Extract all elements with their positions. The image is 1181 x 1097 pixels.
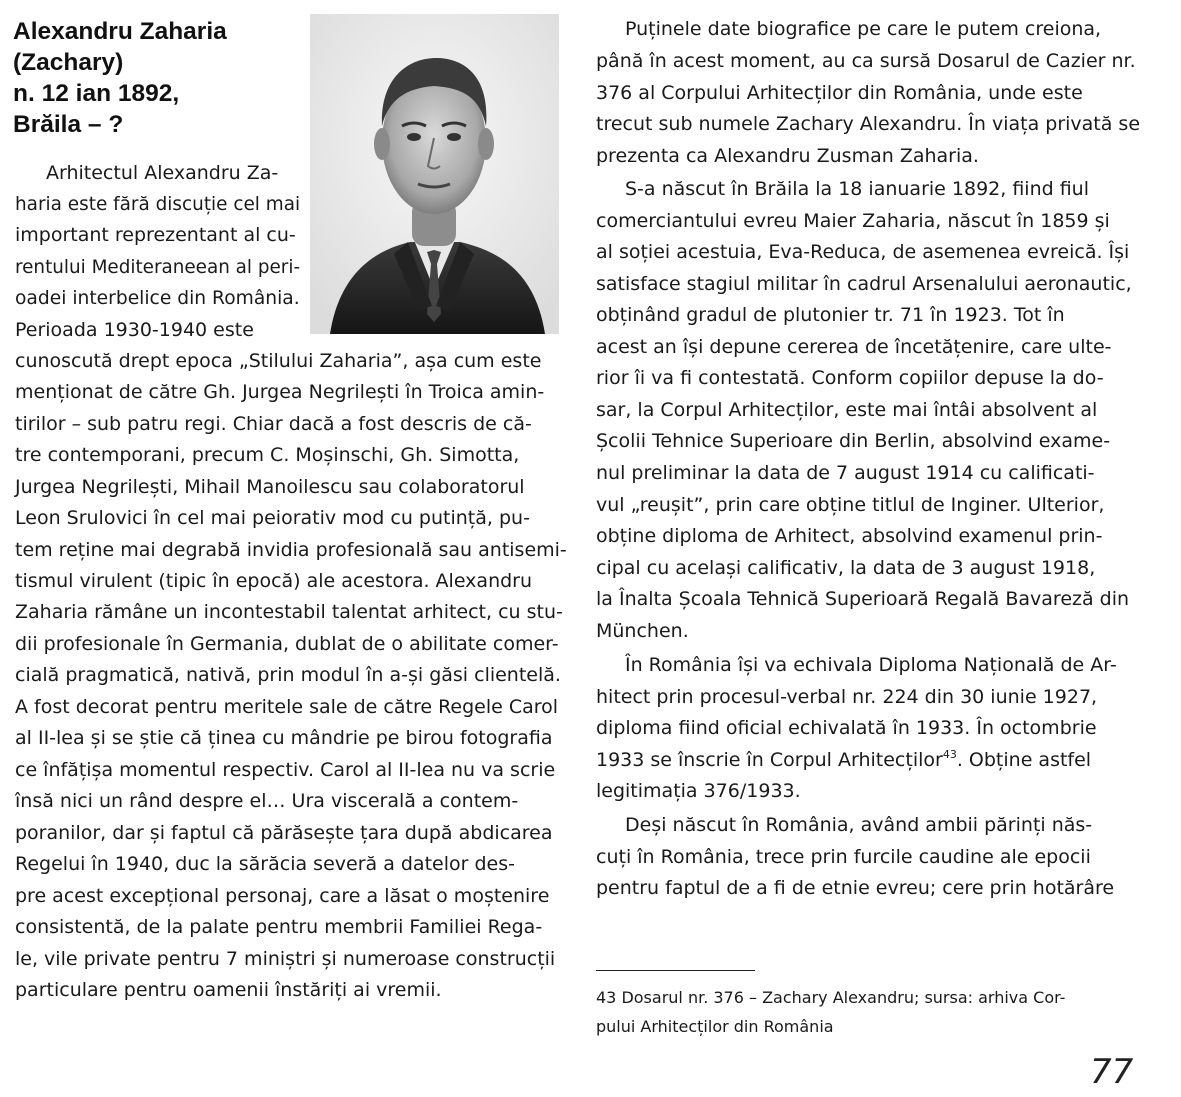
left-column-line: consistentă, de la palate pentru membrii Familiei Rega- xyxy=(15,916,543,938)
right-column-line: până în acest moment, au ca sursă Dosarul de Cazier nr. xyxy=(596,50,1136,72)
left-column-line: Jurgea Negrilești, Mihail Manoilescu sau colaboratorul xyxy=(15,476,525,498)
right-column-line: München. xyxy=(596,620,689,642)
right-column-line: satisface stagiul militar în cadrul Arsenalului aeronautic, xyxy=(596,273,1132,295)
footnote-reference: 43 xyxy=(942,748,957,761)
right-column-text: . Obține astfel xyxy=(956,749,1092,771)
left-column-line: A fost decorat pentru meritele sale de către Regele Carol xyxy=(15,696,559,718)
footnote-line: 43 Dosarul nr. 376 – Zachary Alexandru; sursa: arhiva Cor- xyxy=(596,988,1066,1007)
left-column-line: tem reține mai degrabă invidia profesională sau antisemi- xyxy=(15,539,567,561)
left-column-line: poranilor, dar și faptul că părăsește țara după abdicarea xyxy=(15,822,553,844)
right-column-line: cipal cu același calificativ, la data de 3 august 1918, xyxy=(596,557,1096,579)
right-column-line: nul preliminar la data de 7 august 1914 cu calificati- xyxy=(596,462,1095,484)
right-column-line: prezenta ca Alexandru Zusman Zaharia. xyxy=(596,145,979,167)
right-column-line: trecut sub numele Zachary Alexandru. În viața privată se xyxy=(596,113,1141,135)
right-column-line: acest an își depune cererea de încetățenire, care ulte- xyxy=(596,336,1112,358)
left-column-line: haria este fără discuție cel mai xyxy=(15,193,301,215)
portrait-photo xyxy=(310,14,559,334)
left-column-line: Arhitectul Alexandru Za- xyxy=(46,162,279,184)
right-column-text: 1933 se înscrie în Corpul Arhitecților xyxy=(596,749,943,771)
right-column-line: la Înalta Școala Tehnică Superioară Regală Bavareză din xyxy=(596,588,1130,610)
left-column-line: pre acest excepțional personaj, care a lăsat o moștenire xyxy=(15,885,550,907)
right-column-line: S-a născut în Brăila la 18 ianuarie 1892, fiind fiul xyxy=(625,178,1090,200)
right-column-line: vul „reușit”, prin care obține titlul de Inginer. Ulterior, xyxy=(596,494,1105,516)
right-column-line: sar, la Corpul Arhitecților, este mai întâi absolvent al xyxy=(596,399,1098,421)
left-column-line: tre contemporani, precum C. Moșinschi, Gh. Simotta, xyxy=(15,444,520,466)
right-column-line: obține diploma de Arhitect, absolvind examenul prin- xyxy=(596,525,1103,547)
left-column-line: dii profesionale în Germania, dublat de o abilitate comer- xyxy=(15,633,559,655)
left-column-line: menționat de către Gh. Jurgea Negrilești în Troica amin- xyxy=(15,381,545,403)
left-column-line: cunoscută drept epoca „Stilului Zaharia”, așa cum este xyxy=(15,350,542,372)
footnote-line: pului Arhitecților din România xyxy=(596,1017,834,1036)
article-heading xyxy=(13,16,303,140)
heading-birth-place: Brăila – ? xyxy=(13,111,124,138)
right-column-line: legitimația 376/1933. xyxy=(596,780,801,802)
right-column-line: comerciantului evreu Maier Zaharia, născut în 1859 și xyxy=(596,210,1110,232)
left-column-line: cială pragmatică, nativă, prin modul în a-și găsi clientelă. xyxy=(15,664,561,686)
left-column-line: rentului Mediteraneean al peri- xyxy=(15,256,301,278)
left-column-line: oadei interbelice din România. xyxy=(15,287,300,309)
left-column-line: tismul virulent (tipic în epocă) ale acestora. Alexandru xyxy=(15,570,533,592)
heading-name: Alexandru Zaharia xyxy=(13,18,227,45)
right-column-line: diploma fiind oficial echivalată în 1933. În octombrie xyxy=(596,717,1097,739)
left-column-line: important reprezentant al cu- xyxy=(15,224,296,246)
right-column-line: Deși născut în România, având ambii părinți năs- xyxy=(625,814,1093,836)
left-column-line: însă nici un rând despre el… Ura viscerală a contem- xyxy=(15,790,519,812)
heading-alias: (Zachary) xyxy=(13,49,124,76)
right-column-line: al soției acestuia, Eva-Reduca, de asemenea evreică. Își xyxy=(596,241,1130,263)
left-column-line: al II-lea și se știe că ținea cu mândrie pe birou fotografia xyxy=(15,727,553,749)
footnote-divider xyxy=(596,970,755,971)
right-column-line: cuți în România, trece prin furcile caudine ale epocii xyxy=(596,846,1091,868)
heading-birth-date: n. 12 ian 1892, xyxy=(13,80,180,107)
left-column-line: ce înfățișa momentul respectiv. Carol al II-lea nu va scrie xyxy=(15,759,556,781)
right-column-line: Puținele date biografice pe care le putem creiona, xyxy=(625,18,1102,40)
left-column-line: tirilor – sub patru regi. Chiar dacă a fost descris de că- xyxy=(15,413,532,435)
right-column-line xyxy=(596,744,1091,776)
left-column-line: Perioada 1930-1940 este xyxy=(15,319,254,341)
right-column-line: Școlii Tehnice Superioare din Berlin, absolvind exame- xyxy=(596,430,1111,452)
left-column-line: Zaharia rămâne un incontestabil talentat arhitect, cu stu- xyxy=(15,601,563,623)
right-column-line: În România își va echivala Diploma Națională de Ar- xyxy=(625,654,1117,676)
left-column-line: Regelui în 1940, duc la sărăcia severă a datelor des- xyxy=(15,853,515,875)
right-column-line: pentru faptul de a fi de etnie evreu; cere prin hotărâre xyxy=(596,877,1115,899)
left-column-line: Leon Srulovici în cel mai peiorativ mod cu putință, pu- xyxy=(15,507,530,529)
left-column-line: particulare pentru oamenii înstăriți ai vremii. xyxy=(15,979,442,1001)
page-number: 77 xyxy=(1090,1052,1134,1092)
right-column-line: obținând gradul de plutonier tr. 71 în 1923. Tot în xyxy=(596,304,1065,326)
left-column-line: le, vile private pentru 7 miniștri și numeroase construcții xyxy=(15,948,556,970)
right-column-line: rior îi va fi contestată. Conform copiilor depuse la do- xyxy=(596,367,1104,389)
right-column-line: 376 al Corpului Arhitecților din România, unde este xyxy=(596,82,1083,104)
right-column-line: hitect prin procesul-verbal nr. 224 din 30 iunie 1927, xyxy=(596,686,1098,708)
